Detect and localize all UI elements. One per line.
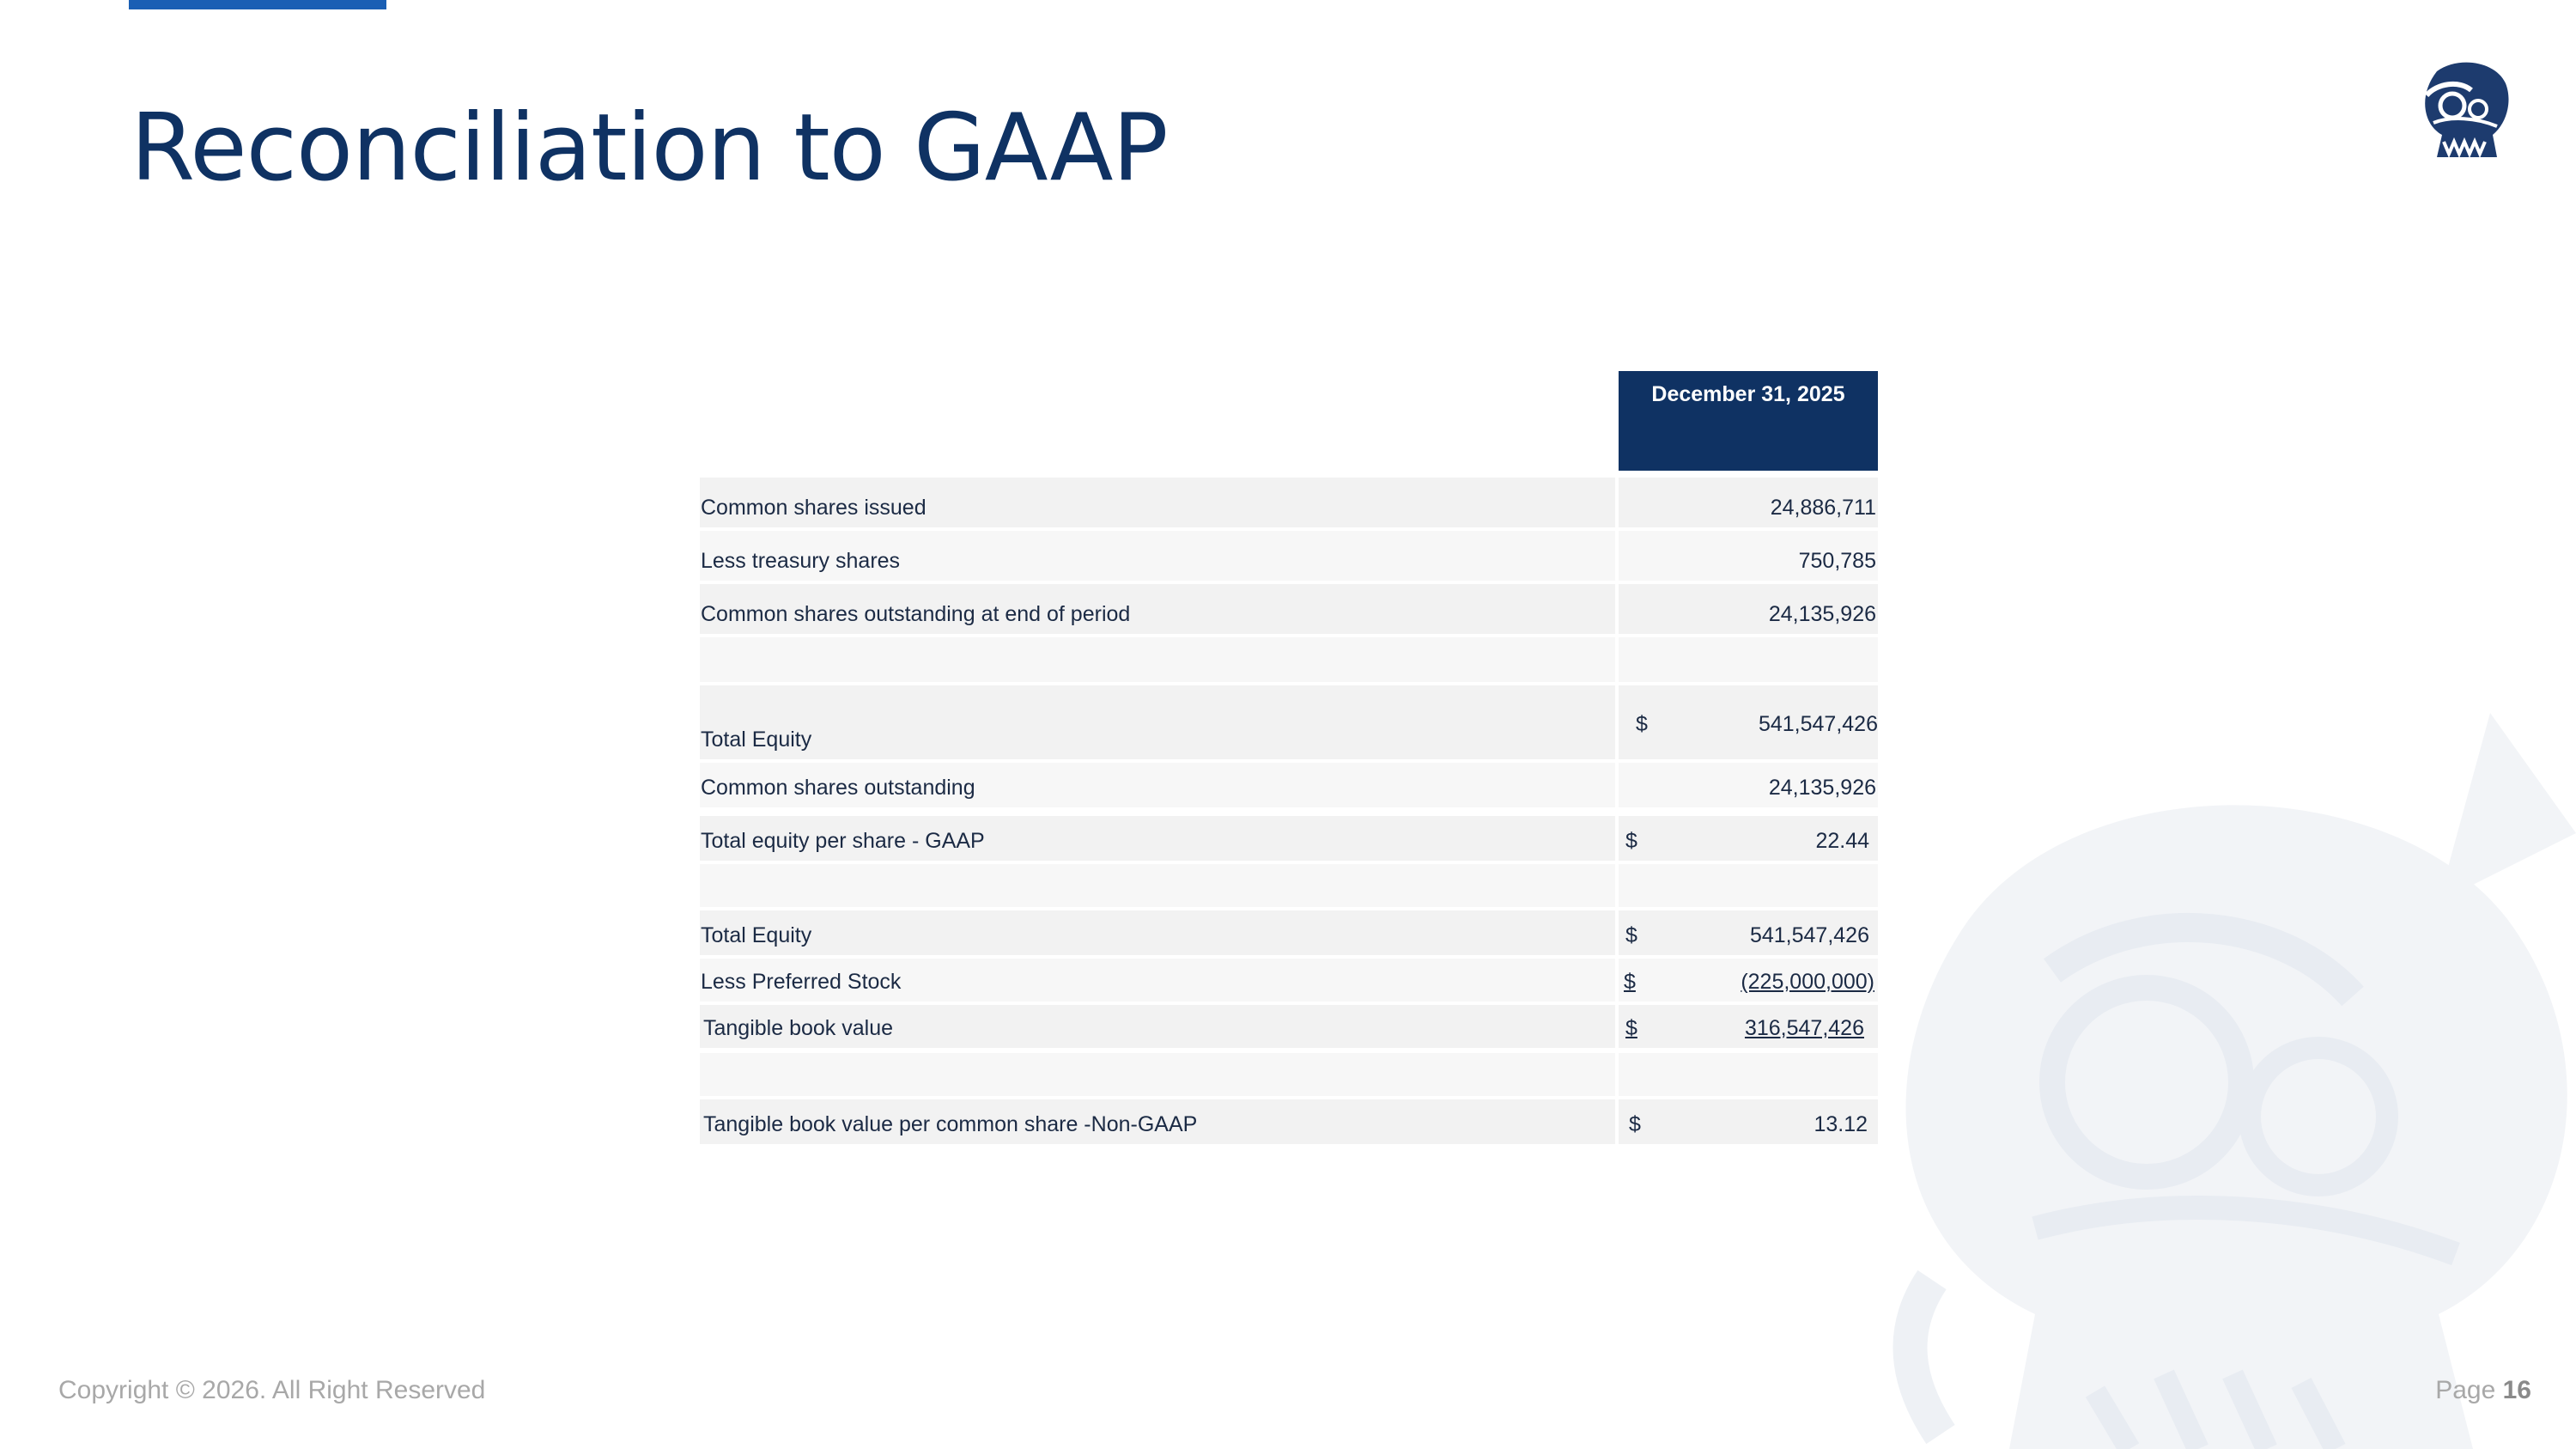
row-label: Tangible book value (703, 1016, 893, 1040)
row-value: 316,547,426 (1744, 1016, 1864, 1040)
row-currency: $ (1625, 1016, 1637, 1040)
page-title: Reconciliation to GAAP (131, 94, 1168, 202)
row-label: Less Preferred Stock (701, 970, 902, 994)
row-value: 24,135,926 (1768, 602, 1876, 626)
row-label: Less treasury shares (701, 549, 901, 573)
table-row (700, 685, 1878, 759)
table-row (700, 1005, 1878, 1048)
table-row (700, 910, 1878, 955)
row-label: Common shares issued (701, 496, 927, 520)
table-row (700, 763, 1878, 807)
row-currency: $ (1625, 923, 1637, 947)
reconciliation-table (700, 371, 1878, 1144)
row-value: 13.12 (1814, 1112, 1868, 1136)
row-currency: $ (1636, 712, 1648, 736)
row-value: 24,886,711 (1770, 496, 1876, 520)
row-label: Total Equity (701, 728, 812, 752)
table-row-spacer (700, 637, 1878, 682)
row-currency: $ (1625, 829, 1637, 853)
mascot-watermark-icon (1838, 713, 2576, 1449)
table-row (700, 959, 1878, 1002)
row-value: 541,547,426 (1749, 923, 1869, 947)
mascot-logo-icon (2411, 56, 2514, 167)
row-currency: $ (1629, 1112, 1641, 1136)
table-row (700, 1099, 1878, 1144)
row-label: Total equity per share - GAAP (701, 829, 985, 853)
row-currency: $ (1624, 970, 1636, 994)
page-indicator (2435, 1376, 2531, 1405)
row-label: Common shares outstanding (701, 776, 975, 800)
row-label: Total Equity (701, 923, 812, 947)
page-label: Page (2435, 1376, 2496, 1404)
table-header-date: December 31, 2025 (1619, 371, 1878, 471)
page-number: 16 (2502, 1376, 2531, 1404)
table-row (700, 584, 1878, 634)
row-value: 24,135,926 (1768, 776, 1876, 800)
row-value: (225,000,000) (1741, 970, 1874, 994)
row-label: Tangible book value per common share -Non-GAAP (703, 1112, 1198, 1136)
table-row-spacer (700, 1053, 1878, 1096)
copyright-text: Copyright © 2026. All Right Reserved (58, 1376, 486, 1404)
table-row-spacer (700, 864, 1878, 907)
accent-bar (129, 0, 386, 9)
table-row (700, 816, 1878, 861)
row-value: 22.44 (1815, 829, 1869, 853)
row-value: 541,547,426 (1758, 712, 1878, 736)
row-value: 750,785 (1798, 549, 1876, 573)
row-label: Common shares outstanding at end of period (701, 602, 1131, 626)
table-row (700, 478, 1878, 527)
table-row (700, 531, 1878, 581)
